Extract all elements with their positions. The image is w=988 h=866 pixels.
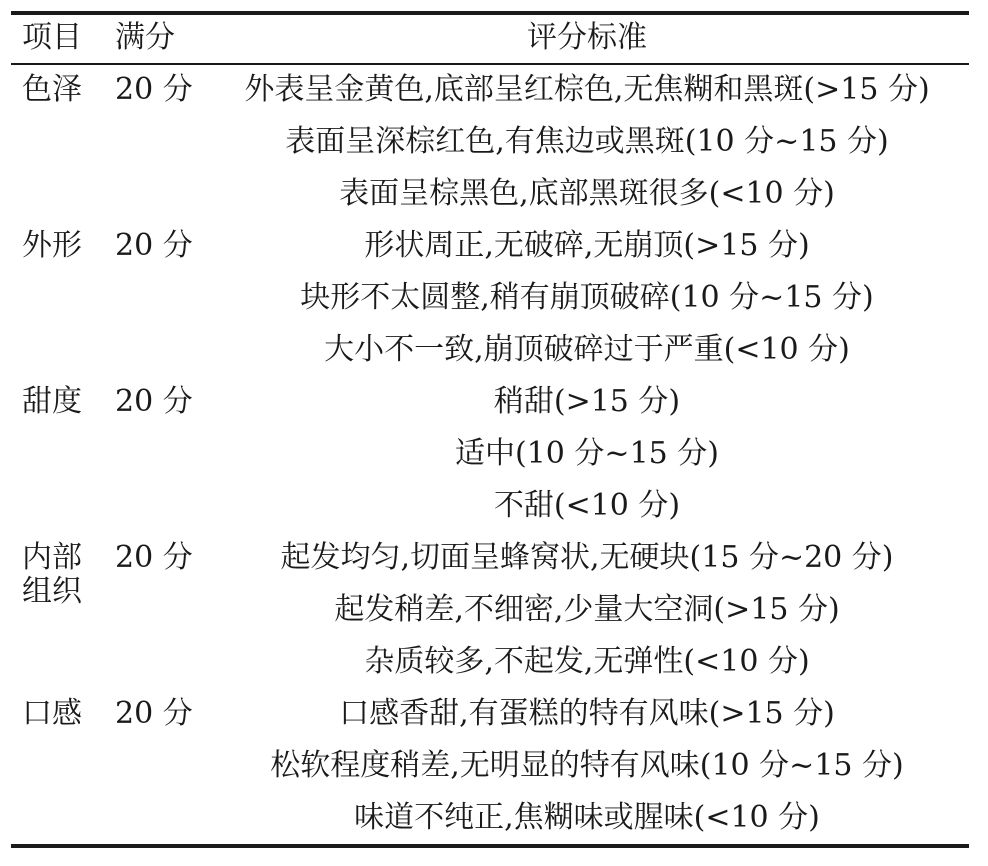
- row-criterion: 口感香甜,有蛋糕的特有风味(>15 分): [339, 696, 835, 731]
- row-criterion: 表面呈深棕红色,有焦边或黑斑(10 分~15 分): [285, 124, 889, 159]
- row-criterion: 适中(10 分~15 分): [455, 436, 719, 471]
- row-item: 组织: [22, 574, 82, 609]
- row-item: 甜度: [22, 384, 82, 419]
- row-criterion: 稍甜(>15 分): [493, 384, 681, 419]
- row-criterion: 杂质较多,不起发,无弹性(<10 分): [364, 644, 810, 679]
- row-criterion: 不甜(<10 分): [493, 488, 681, 523]
- row-score: 20 分: [115, 384, 193, 419]
- row-score: 20 分: [115, 696, 193, 731]
- row-item: 内部: [22, 540, 82, 575]
- row-criterion: 松软程度稍差,无明显的特有风味(10 分~15 分): [270, 748, 904, 783]
- row-criterion: 起发稍差,不细密,少量大空洞(>15 分): [334, 592, 840, 627]
- header-score: 满分: [115, 20, 175, 55]
- table-top-rule: [11, 11, 969, 15]
- row-score: 20 分: [115, 228, 193, 263]
- row-criterion: 表面呈棕黑色,底部黑斑很多(<10 分): [339, 176, 835, 211]
- row-item: 外形: [22, 228, 82, 263]
- header-item: 项目: [22, 20, 82, 55]
- row-criterion: 块形不太圆整,稍有崩顶破碎(10 分~15 分): [300, 280, 874, 315]
- header-criteria: 评分标准: [527, 20, 647, 55]
- row-score: 20 分: [115, 72, 193, 107]
- row-score: 20 分: [115, 540, 193, 575]
- table-bottom-rule: [11, 844, 969, 848]
- row-item: 色泽: [22, 72, 82, 107]
- table-header-rule: [11, 63, 969, 65]
- row-criterion: 形状周正,无破碎,无崩顶(>15 分): [364, 228, 810, 263]
- row-criterion: 大小不一致,崩顶破碎过于严重(<10 分): [324, 332, 850, 367]
- row-criterion: 起发均匀,切面呈蜂窝状,无硬块(15 分~20 分): [280, 540, 894, 575]
- row-item: 口感: [22, 696, 82, 731]
- row-criterion: 味道不纯正,焦糊味或腥味(<10 分): [354, 800, 820, 835]
- row-criterion: 外表呈金黄色,底部呈红棕色,无焦糊和黑斑(>15 分): [244, 72, 930, 107]
